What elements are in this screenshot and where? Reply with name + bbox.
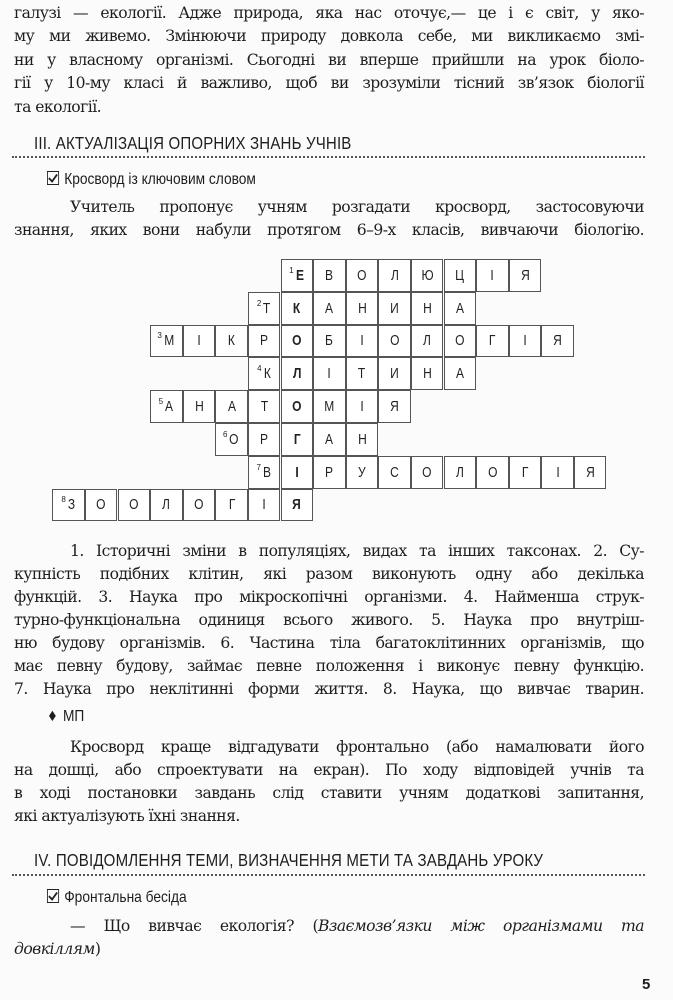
crossword-cell: [248, 325, 281, 358]
crossword-letter: О: [422, 463, 432, 481]
text-line: на дошці, або спроектувати на екран). По ходу відповідей учнів та: [14, 761, 644, 779]
page-number: 5: [642, 976, 651, 993]
text-line: в ході постановки завдань слід ставити учням додаткові запитання,: [14, 784, 644, 802]
crossword-cell: [85, 489, 118, 522]
clue-number: 8: [61, 495, 66, 505]
crossword-letter: Н: [194, 398, 204, 416]
crossword-letter: О: [194, 496, 204, 514]
crossword-cell: [183, 325, 216, 358]
crossword-letter: А: [227, 398, 236, 416]
crossword-letter: І: [360, 332, 364, 350]
crossword-letter: О: [455, 332, 465, 350]
crossword-cell: [476, 259, 509, 292]
crossword-letter: Л: [455, 463, 464, 481]
crossword-letter: Р: [260, 430, 269, 448]
clue-number: 2: [256, 298, 262, 308]
crossword-key-cell: [281, 423, 314, 456]
crossword-letter: К: [263, 365, 271, 383]
question-text: — Що вивчає екологія? (: [70, 917, 318, 935]
text-line: та екології.: [14, 98, 102, 116]
text-line: му ми живемо. Змінюючи природу довкола себе, ми викликаємо змі-: [14, 27, 644, 45]
text-line: гії у 10-му класі й важливо, щоб ви зрозуміли тісний зв’язок біології: [14, 74, 644, 92]
crossword-letter: Р: [260, 332, 269, 350]
crossword-cell: [411, 292, 444, 325]
section-heading-3: III. АКТУАЛІЗАЦІЯ ОПОРНИХ ЗНАНЬ УЧНІВ: [34, 133, 352, 153]
crossword-letter: Л: [423, 332, 432, 350]
crossword-cell: [541, 325, 574, 358]
crossword-cell: [183, 489, 216, 522]
crossword-letter: І: [262, 496, 266, 514]
crossword-letter: Т: [263, 299, 271, 317]
crossword-cell: [346, 456, 379, 489]
question-line: [70, 915, 644, 938]
crossword-letter: Я: [390, 398, 399, 416]
crossword-letter: А: [455, 299, 464, 317]
crossword-letter: І: [360, 398, 364, 416]
activity-label: [47, 889, 187, 907]
clue-line: 7. Наука про неклітинні форми життя. 8. Наука, що вивчає тварин.: [14, 680, 644, 698]
crossword-cell: [444, 292, 477, 325]
crossword-letter: Я: [585, 463, 595, 481]
crossword-cell: [313, 357, 346, 390]
crossword-key-cell: [281, 325, 314, 358]
crossword-letter: О: [96, 496, 106, 514]
crossword-letter: Н: [422, 299, 432, 317]
crossword-cell: [411, 357, 444, 390]
crossword-cell: [248, 456, 281, 489]
crossword-letter: М: [324, 398, 335, 416]
crossword-key-cell: [281, 292, 314, 325]
crossword-cell: [378, 325, 411, 358]
crossword-cell: [378, 259, 411, 292]
crossword-cell: [346, 390, 379, 423]
text-line: Кросворд краще відгадувати фронтально (або намалювати його: [70, 738, 644, 756]
crossword-cell: [215, 325, 248, 358]
dotted-divider: [12, 156, 645, 158]
text-line: знання, яких вони набули протягом 6–9-х класів, вивчаючи біологію.: [14, 221, 644, 239]
answer-text: довкіллям: [14, 940, 95, 958]
crossword-cell: [215, 489, 248, 522]
crossword-cell: [52, 489, 85, 522]
crossword-letter: А: [325, 430, 334, 448]
clue-number: 1: [289, 265, 294, 275]
crossword-letter: І: [295, 463, 299, 481]
crossword-letter: Н: [357, 430, 367, 448]
crossword-cell: [248, 489, 281, 522]
crossword-letter: Л: [390, 266, 399, 284]
crossword-letter: І: [555, 463, 560, 481]
crossword-cell: [313, 423, 346, 456]
crossword-letter: І: [490, 266, 495, 284]
crossword-letter: Г: [489, 332, 496, 350]
crossword-cell: [476, 325, 509, 358]
text-line: галузі — екології. Адже природа, яка нас оточує,— це і є світ, у яко-: [14, 4, 644, 22]
activity-label-text: Фронтальна бесіда: [64, 889, 187, 906]
crossword-letter: М: [164, 332, 175, 350]
clue-number: 3: [157, 331, 162, 341]
crossword-cell: [378, 357, 411, 390]
crossword-cell: [444, 325, 477, 358]
crossword-letter: И: [390, 299, 399, 317]
crossword-cell: [509, 259, 542, 292]
crossword-letter: А: [455, 365, 464, 383]
crossword-cell: [313, 390, 346, 423]
crossword-cell: [509, 325, 542, 358]
clue-line: купність подібних клітин, які разом виконують одну або декілька: [14, 565, 644, 583]
crossword-cell: [444, 456, 477, 489]
crossword-cell: [346, 259, 379, 292]
crossword-cell: [444, 259, 477, 292]
clue-number: 6: [223, 429, 228, 439]
crossword-cell: [150, 489, 183, 522]
text-line: які актуалізують їхні знання.: [14, 807, 240, 825]
diamond-icon: ♦: [47, 709, 58, 725]
crossword-cell: [509, 456, 542, 489]
crossword-key-cell: [281, 489, 314, 522]
crossword-key-cell: [281, 259, 314, 292]
crossword-letter: Н: [357, 299, 367, 317]
crossword-key-cell: [281, 357, 314, 390]
clue-line: турно-функціональна одиниця всього живого. 5. Наука про внутріш-: [14, 611, 644, 629]
crossword-letter: О: [129, 496, 139, 514]
crossword-letter: І: [197, 332, 201, 350]
crossword-letter: С: [390, 463, 399, 481]
crossword-cell: [313, 456, 346, 489]
clue-line: ню будову організмів. 6. Частина тіла багатоклітинних організмів, що: [14, 634, 644, 652]
crossword-letter: К: [228, 332, 236, 350]
crossword-cell: [541, 456, 574, 489]
crossword-letter: Ю: [421, 266, 434, 284]
crossword-cell: [313, 292, 346, 325]
crossword-cell: [150, 325, 183, 358]
crossword-letter: О: [292, 332, 302, 350]
crossword-cell: [378, 292, 411, 325]
crossword-letter: Я: [292, 496, 302, 514]
crossword-cell: [574, 456, 607, 489]
crossword-cell: [411, 325, 444, 358]
clue-line: функцій. 3. Наука про мікроскопічні організми. 4. Найменша струк-: [14, 588, 644, 606]
crossword-cell: [118, 489, 151, 522]
clue-number: 7: [256, 462, 261, 472]
crossword-letter: З: [67, 496, 75, 514]
mp-label-text: МП: [62, 708, 85, 725]
crossword-letter: О: [292, 398, 302, 416]
crossword-cell: [313, 259, 346, 292]
mp-label: [47, 708, 84, 726]
crossword-letter: У: [358, 463, 366, 481]
crossword-letter: Б: [325, 332, 334, 350]
crossword-cell: [346, 423, 379, 456]
activity-label: [47, 171, 256, 189]
crossword-letter: Г: [228, 496, 235, 514]
crossword-letter: Т: [260, 398, 268, 416]
clue-number: 5: [158, 397, 164, 407]
crossword-cell: [150, 390, 183, 423]
crossword-cell: [378, 456, 411, 489]
crossword-cell: [346, 325, 379, 358]
crossword-letter: И: [390, 365, 399, 383]
crossword-cell: [215, 390, 248, 423]
clue-line: має певну будову, займає певне положення і виконує певну функцію.: [14, 657, 644, 675]
crossword-cell: [248, 423, 281, 456]
crossword-letter: Ц: [455, 266, 465, 284]
section-heading-4: IV. ПОВІДОМЛЕННЯ ТЕМИ, ВИЗНАЧЕННЯ МЕТИ ТА ЗАВДАНЬ УРОКУ: [34, 850, 544, 870]
answer-text: Взаємозв’язки між організмами та: [317, 917, 644, 935]
crossword-letter: О: [357, 266, 367, 284]
crossword-cell: [183, 390, 216, 423]
crossword-letter: Л: [292, 365, 302, 383]
text-line: ни у власному організмі. Сьогодні ви вперше прийшли на урок біоло-: [14, 51, 644, 69]
question-line: [14, 938, 644, 961]
checkbox-icon: [47, 889, 59, 903]
text-line: Учитель пропонує учням розгадати кросворд, застосовуючи: [70, 198, 644, 216]
crossword-letter: Я: [553, 332, 562, 350]
crossword-cell: [444, 357, 477, 390]
crossword-letter: А: [325, 299, 334, 317]
crossword-letter: І: [523, 332, 527, 350]
crossword-cell: [248, 292, 281, 325]
crossword-cell: [411, 259, 444, 292]
crossword-cell: [313, 325, 346, 358]
crossword-letter: Р: [325, 463, 334, 481]
crossword-letter: Г: [293, 430, 301, 448]
crossword-letter: О: [487, 463, 498, 481]
crossword-key-cell: [281, 456, 314, 489]
clue-number: 4: [257, 364, 262, 374]
crossword-cell: [346, 292, 379, 325]
paren: ): [94, 940, 101, 958]
activity-label-text: Кросворд із ключовим словом: [64, 171, 256, 188]
crossword-letter: І: [327, 365, 332, 383]
checkbox-icon: [47, 171, 59, 185]
clue-line: 1. Історичні зміни в популяціях, видах та інших таксонах. 2. Су-: [70, 542, 644, 560]
crossword-letter: О: [389, 332, 400, 350]
dotted-divider: [12, 874, 645, 876]
crossword-key-cell: [281, 390, 314, 423]
crossword-letter: О: [229, 430, 239, 448]
crossword-letter: К: [293, 299, 301, 317]
crossword-cell: [476, 456, 509, 489]
crossword-letter: А: [165, 398, 174, 416]
crossword-cell: [248, 357, 281, 390]
crossword-cell: [346, 357, 379, 390]
crossword-letter: Л: [162, 496, 171, 514]
crossword-cell: [248, 390, 281, 423]
crossword-letter: Н: [422, 365, 432, 383]
crossword-cell: [411, 456, 444, 489]
crossword-cell: [378, 390, 411, 423]
crossword-letter: Я: [520, 266, 530, 284]
crossword-letter: Т: [358, 365, 366, 383]
crossword-letter: В: [262, 463, 271, 481]
crossword-letter: Г: [521, 463, 529, 481]
crossword-letter: Е: [295, 266, 304, 284]
crossword-letter: В: [325, 266, 334, 284]
crossword-cell: [215, 423, 248, 456]
